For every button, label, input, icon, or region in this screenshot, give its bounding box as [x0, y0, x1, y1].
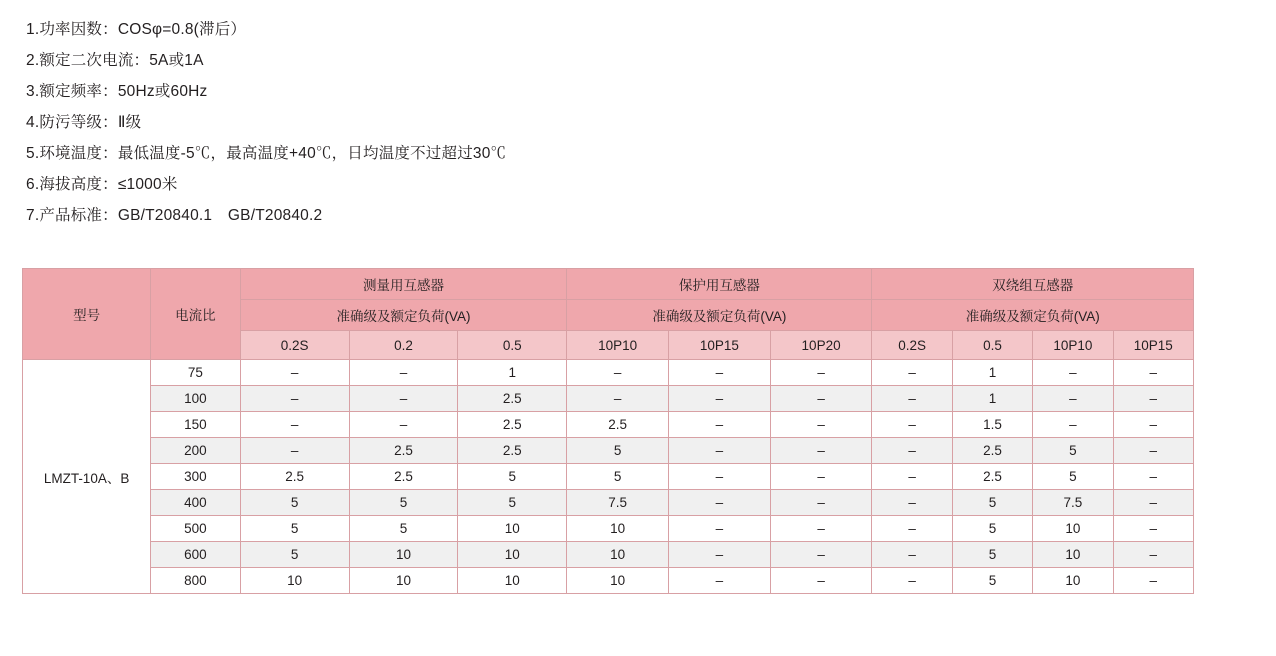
cell-value: 1.5 [952, 412, 1032, 438]
cell-value: 10 [458, 542, 567, 568]
cell-value: 1 [952, 360, 1032, 386]
cell-value: – [1033, 386, 1113, 412]
table-row [23, 464, 1194, 490]
table-row [23, 516, 1194, 542]
cell-value: 2.5 [349, 464, 458, 490]
cell-value: – [872, 516, 952, 542]
header-class-dual-3: 10P10 [1033, 331, 1113, 360]
cell-value: 5 [567, 438, 669, 464]
cell-value: 10 [349, 542, 458, 568]
cell-value: 5 [952, 516, 1032, 542]
spec-item-3: 3.额定频率：50Hz或60Hz [26, 83, 208, 100]
cell-value: – [668, 516, 770, 542]
spec-item-5: 5.环境温度：最低温度-5℃，最高温度+40℃，日均温度不过超过30℃ [26, 145, 507, 162]
cell-value: – [668, 464, 770, 490]
cell-ratio: 800 [151, 568, 241, 594]
table-row [23, 412, 1194, 438]
cell-value: – [770, 490, 872, 516]
header-class-protective-3: 10P20 [770, 331, 872, 360]
cell-value: – [770, 386, 872, 412]
cell-value: 5 [240, 490, 349, 516]
cell-value: 10 [1033, 542, 1113, 568]
cell-value: – [567, 360, 669, 386]
specification-list [26, 14, 1206, 231]
cell-value: 2.5 [349, 438, 458, 464]
cell-value: – [770, 438, 872, 464]
cell-value: – [1113, 464, 1193, 490]
cell-value: – [1113, 516, 1193, 542]
cell-value: – [668, 438, 770, 464]
cell-ratio: 150 [151, 412, 241, 438]
cell-value: 10 [567, 568, 669, 594]
spec-item-7: 7.产品标准：GB/T20840.1 GB/T20840.2 [26, 207, 323, 224]
cell-value: – [770, 516, 872, 542]
cell-value: 2.5 [240, 464, 349, 490]
table-row [23, 568, 1194, 594]
header-group-measuring: 测量用互感器 [240, 269, 567, 300]
cell-value: – [1113, 360, 1193, 386]
cell-value: 10 [1033, 516, 1113, 542]
cell-value: 10 [349, 568, 458, 594]
spec-item-2: 2.额定二次电流：5A或1A [26, 52, 204, 69]
cell-model-name: LMZT-10A、B [23, 360, 151, 594]
table-row [23, 542, 1194, 568]
table-row [23, 386, 1194, 412]
cell-value: 10 [240, 568, 349, 594]
cell-value: 10 [458, 516, 567, 542]
cell-ratio: 500 [151, 516, 241, 542]
cell-value: – [770, 360, 872, 386]
table-row [23, 438, 1194, 464]
cell-value: – [872, 412, 952, 438]
cell-value: – [872, 568, 952, 594]
cell-value: – [668, 490, 770, 516]
cell-value: 2.5 [952, 438, 1032, 464]
cell-value: 5 [1033, 438, 1113, 464]
spec-item-1: 1.功率因数：COSφ=0.8(滞后） [26, 21, 247, 38]
cell-value: – [349, 412, 458, 438]
cell-value: – [1113, 412, 1193, 438]
cell-ratio: 400 [151, 490, 241, 516]
table-row [23, 360, 1194, 386]
cell-ratio: 200 [151, 438, 241, 464]
header-group-dual-winding: 双绕组互感器 [872, 269, 1194, 300]
cell-value: 5 [1033, 464, 1113, 490]
cell-value: – [668, 568, 770, 594]
cell-value: – [240, 438, 349, 464]
header-class-protective-1: 10P10 [567, 331, 669, 360]
cell-value: – [668, 386, 770, 412]
cell-value: 5 [567, 464, 669, 490]
cell-value: – [1113, 386, 1193, 412]
cell-value: – [872, 386, 952, 412]
table-body [23, 360, 1194, 594]
cell-value: 5 [349, 516, 458, 542]
spec-item-6: 6.海拔高度：≤1000米 [26, 176, 178, 193]
cell-value: 2.5 [458, 438, 567, 464]
cell-value: – [349, 386, 458, 412]
cell-value: – [668, 542, 770, 568]
header-class-measuring-3: 0.5 [458, 331, 567, 360]
cell-value: 1 [952, 386, 1032, 412]
header-subtitle-dual-winding: 准确级及额定负荷(VA) [872, 300, 1194, 331]
cell-value: 5 [349, 490, 458, 516]
cell-value: – [1033, 412, 1113, 438]
cell-value: – [1113, 568, 1193, 594]
header-group-protective: 保护用互感器 [567, 269, 872, 300]
cell-value: – [567, 386, 669, 412]
cell-value: – [240, 360, 349, 386]
header-subtitle-measuring: 准确级及额定负荷(VA) [240, 300, 567, 331]
cell-ratio: 600 [151, 542, 241, 568]
cell-value: 5 [458, 490, 567, 516]
cell-value: 5 [240, 542, 349, 568]
cell-ratio: 100 [151, 386, 241, 412]
header-class-dual-1: 0.2S [872, 331, 952, 360]
cell-value: – [1033, 360, 1113, 386]
cell-value: 10 [567, 542, 669, 568]
cell-value: – [770, 412, 872, 438]
cell-value: 2.5 [458, 412, 567, 438]
header-model: 型号 [23, 269, 151, 360]
header-subtitle-protective: 准确级及额定负荷(VA) [567, 300, 872, 331]
cell-ratio: 75 [151, 360, 241, 386]
cell-value: – [240, 386, 349, 412]
header-class-dual-2: 0.5 [952, 331, 1032, 360]
cell-value: – [872, 438, 952, 464]
cell-value: 7.5 [567, 490, 669, 516]
cell-value: 10 [567, 516, 669, 542]
cell-value: – [872, 464, 952, 490]
cell-value: – [872, 360, 952, 386]
cell-value: 2.5 [567, 412, 669, 438]
header-current-ratio: 电流比 [151, 269, 241, 360]
cell-value: – [349, 360, 458, 386]
cell-value: 2.5 [952, 464, 1032, 490]
header-class-protective-2: 10P15 [668, 331, 770, 360]
header-class-dual-4: 10P15 [1113, 331, 1193, 360]
cell-value: – [1113, 490, 1193, 516]
cell-value: 5 [952, 568, 1032, 594]
cell-value: 5 [240, 516, 349, 542]
parameter-table [22, 268, 1194, 594]
cell-value: – [770, 542, 872, 568]
cell-value: 2.5 [458, 386, 567, 412]
cell-value: 5 [458, 464, 567, 490]
cell-value: – [1113, 542, 1193, 568]
spec-item-4: 4.防污等级：Ⅱ级 [26, 114, 142, 131]
cell-value: 5 [952, 490, 1032, 516]
table-head [23, 269, 1194, 360]
parameter-table-wrapper [22, 268, 1194, 594]
cell-value: – [668, 412, 770, 438]
cell-value: – [1113, 438, 1193, 464]
cell-value: – [770, 568, 872, 594]
cell-value: – [668, 360, 770, 386]
cell-value: 5 [952, 542, 1032, 568]
cell-value: – [770, 464, 872, 490]
cell-value: 10 [458, 568, 567, 594]
cell-value: 1 [458, 360, 567, 386]
header-class-measuring-1: 0.2S [240, 331, 349, 360]
header-row-group-titles [23, 269, 1194, 300]
cell-value: – [872, 542, 952, 568]
cell-ratio: 300 [151, 464, 241, 490]
cell-value: 10 [1033, 568, 1113, 594]
table-row [23, 490, 1194, 516]
header-class-measuring-2: 0.2 [349, 331, 458, 360]
cell-value: – [240, 412, 349, 438]
cell-value: 7.5 [1033, 490, 1113, 516]
cell-value: – [872, 490, 952, 516]
